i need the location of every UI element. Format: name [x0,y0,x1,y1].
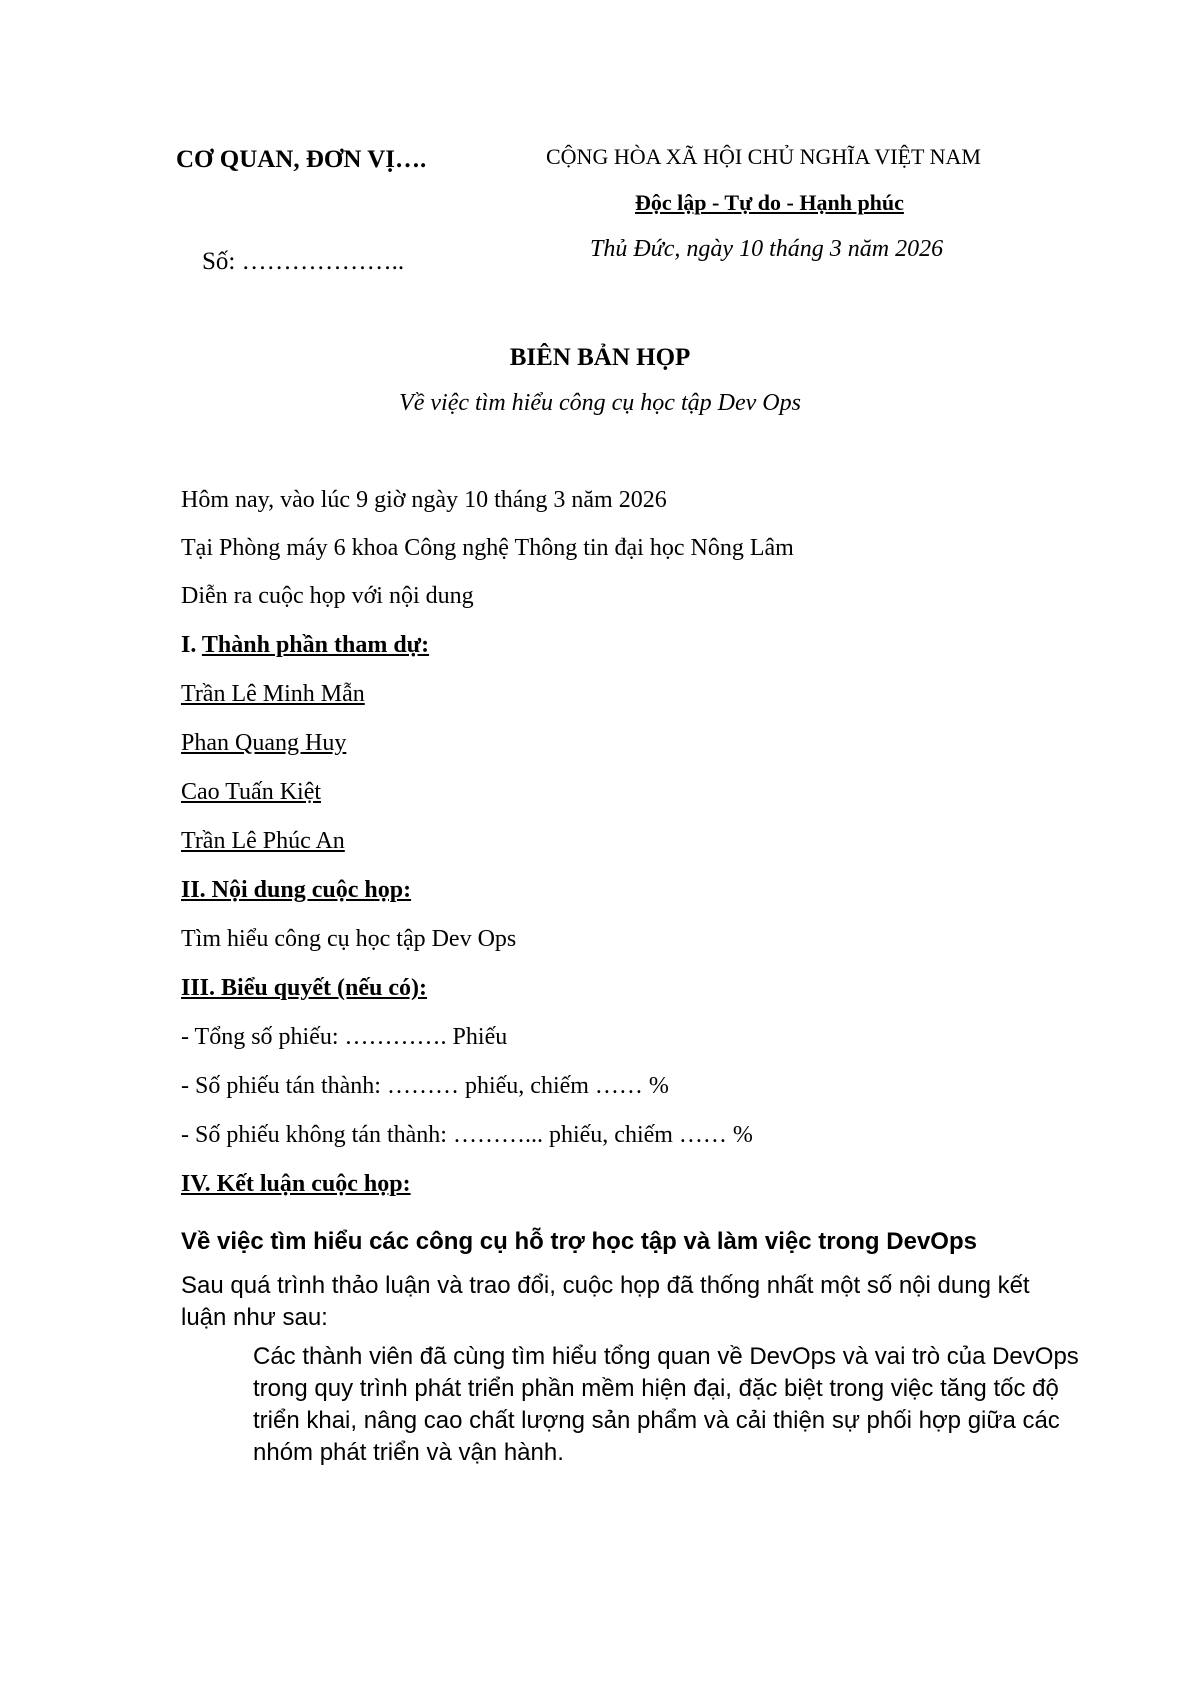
meeting-purpose: Diễn ra cuộc họp với nội dung [181,583,474,609]
national-motto: Độc lập - Tự do - Hạnh phúc [635,190,904,215]
section-conclusion-heading: IV. Kết luận cuộc họp: [181,1171,411,1197]
section-title: Thành phần tham dự: [201,632,430,658]
section-attendees-heading [181,632,429,659]
section-voting-heading: III. Biểu quyết (nếu có): [181,975,428,1001]
attendee-item: Cao Tuấn Kiệt [181,779,322,805]
total-votes: - Tổng số phiếu: …………. Phiếu [181,1024,508,1050]
meeting-content: Tìm hiểu công cụ học tập Dev Ops [181,926,517,952]
conclusion-intro: Sau quá trình thảo luận và trao đổi, cuộc họp đã thống nhất một số nội dung kết luận như sau: [181,1272,1030,1331]
document-subtitle: Về việc tìm hiểu công cụ học tập Dev Ops [399,390,801,416]
attendee-item: Trần Lê Minh Mẫn [181,681,365,707]
section-number: I. [181,632,202,658]
section-content-heading: II. Nội dung cuộc họp: [181,877,412,903]
organization-name: CƠ QUAN, ĐƠN VỊ…. [176,146,427,173]
document-number: Số: ……………….. [202,248,405,275]
meeting-time: Hôm nay, vào lúc 9 giờ ngày 10 tháng 3 năm 2026 [181,487,667,513]
conclusion-subject: Về việc tìm hiểu các công cụ hỗ trợ học tập và làm việc trong DevOps [181,1228,977,1255]
meeting-place: Tại Phòng máy 6 khoa Công nghệ Thông tin đại học Nông Lâm [181,535,794,561]
document-title: BIÊN BẢN HỌP [509,344,691,371]
votes-for: - Số phiếu tán thành: ……… phiếu, chiếm …… % [181,1073,669,1099]
national-title: CỘNG HÒA XÃ HỘI CHỦ NGHĨA VIỆT NAM [546,144,981,169]
attendee-item: Trần Lê Phúc An [181,828,345,854]
conclusion-point: Các thành viên đã cùng tìm hiểu tổng quan về DevOps và vai trò của DevOps trong quy trình phát triển phần mềm hiện đại, đặc biệt trong việc tăng tốc độ triển khai, nâng cao chất lượng sản phẩm và cải thiện sự phối hợp giữa các nhóm phát triển và vận hành. [253,1343,1079,1466]
votes-against: - Số phiếu không tán thành: ………... phiếu, chiếm …… % [181,1122,753,1148]
place-and-date: Thủ Đức, ngày 10 tháng 3 năm 2026 [590,236,944,262]
attendee-item: Phan Quang Huy [181,730,347,756]
